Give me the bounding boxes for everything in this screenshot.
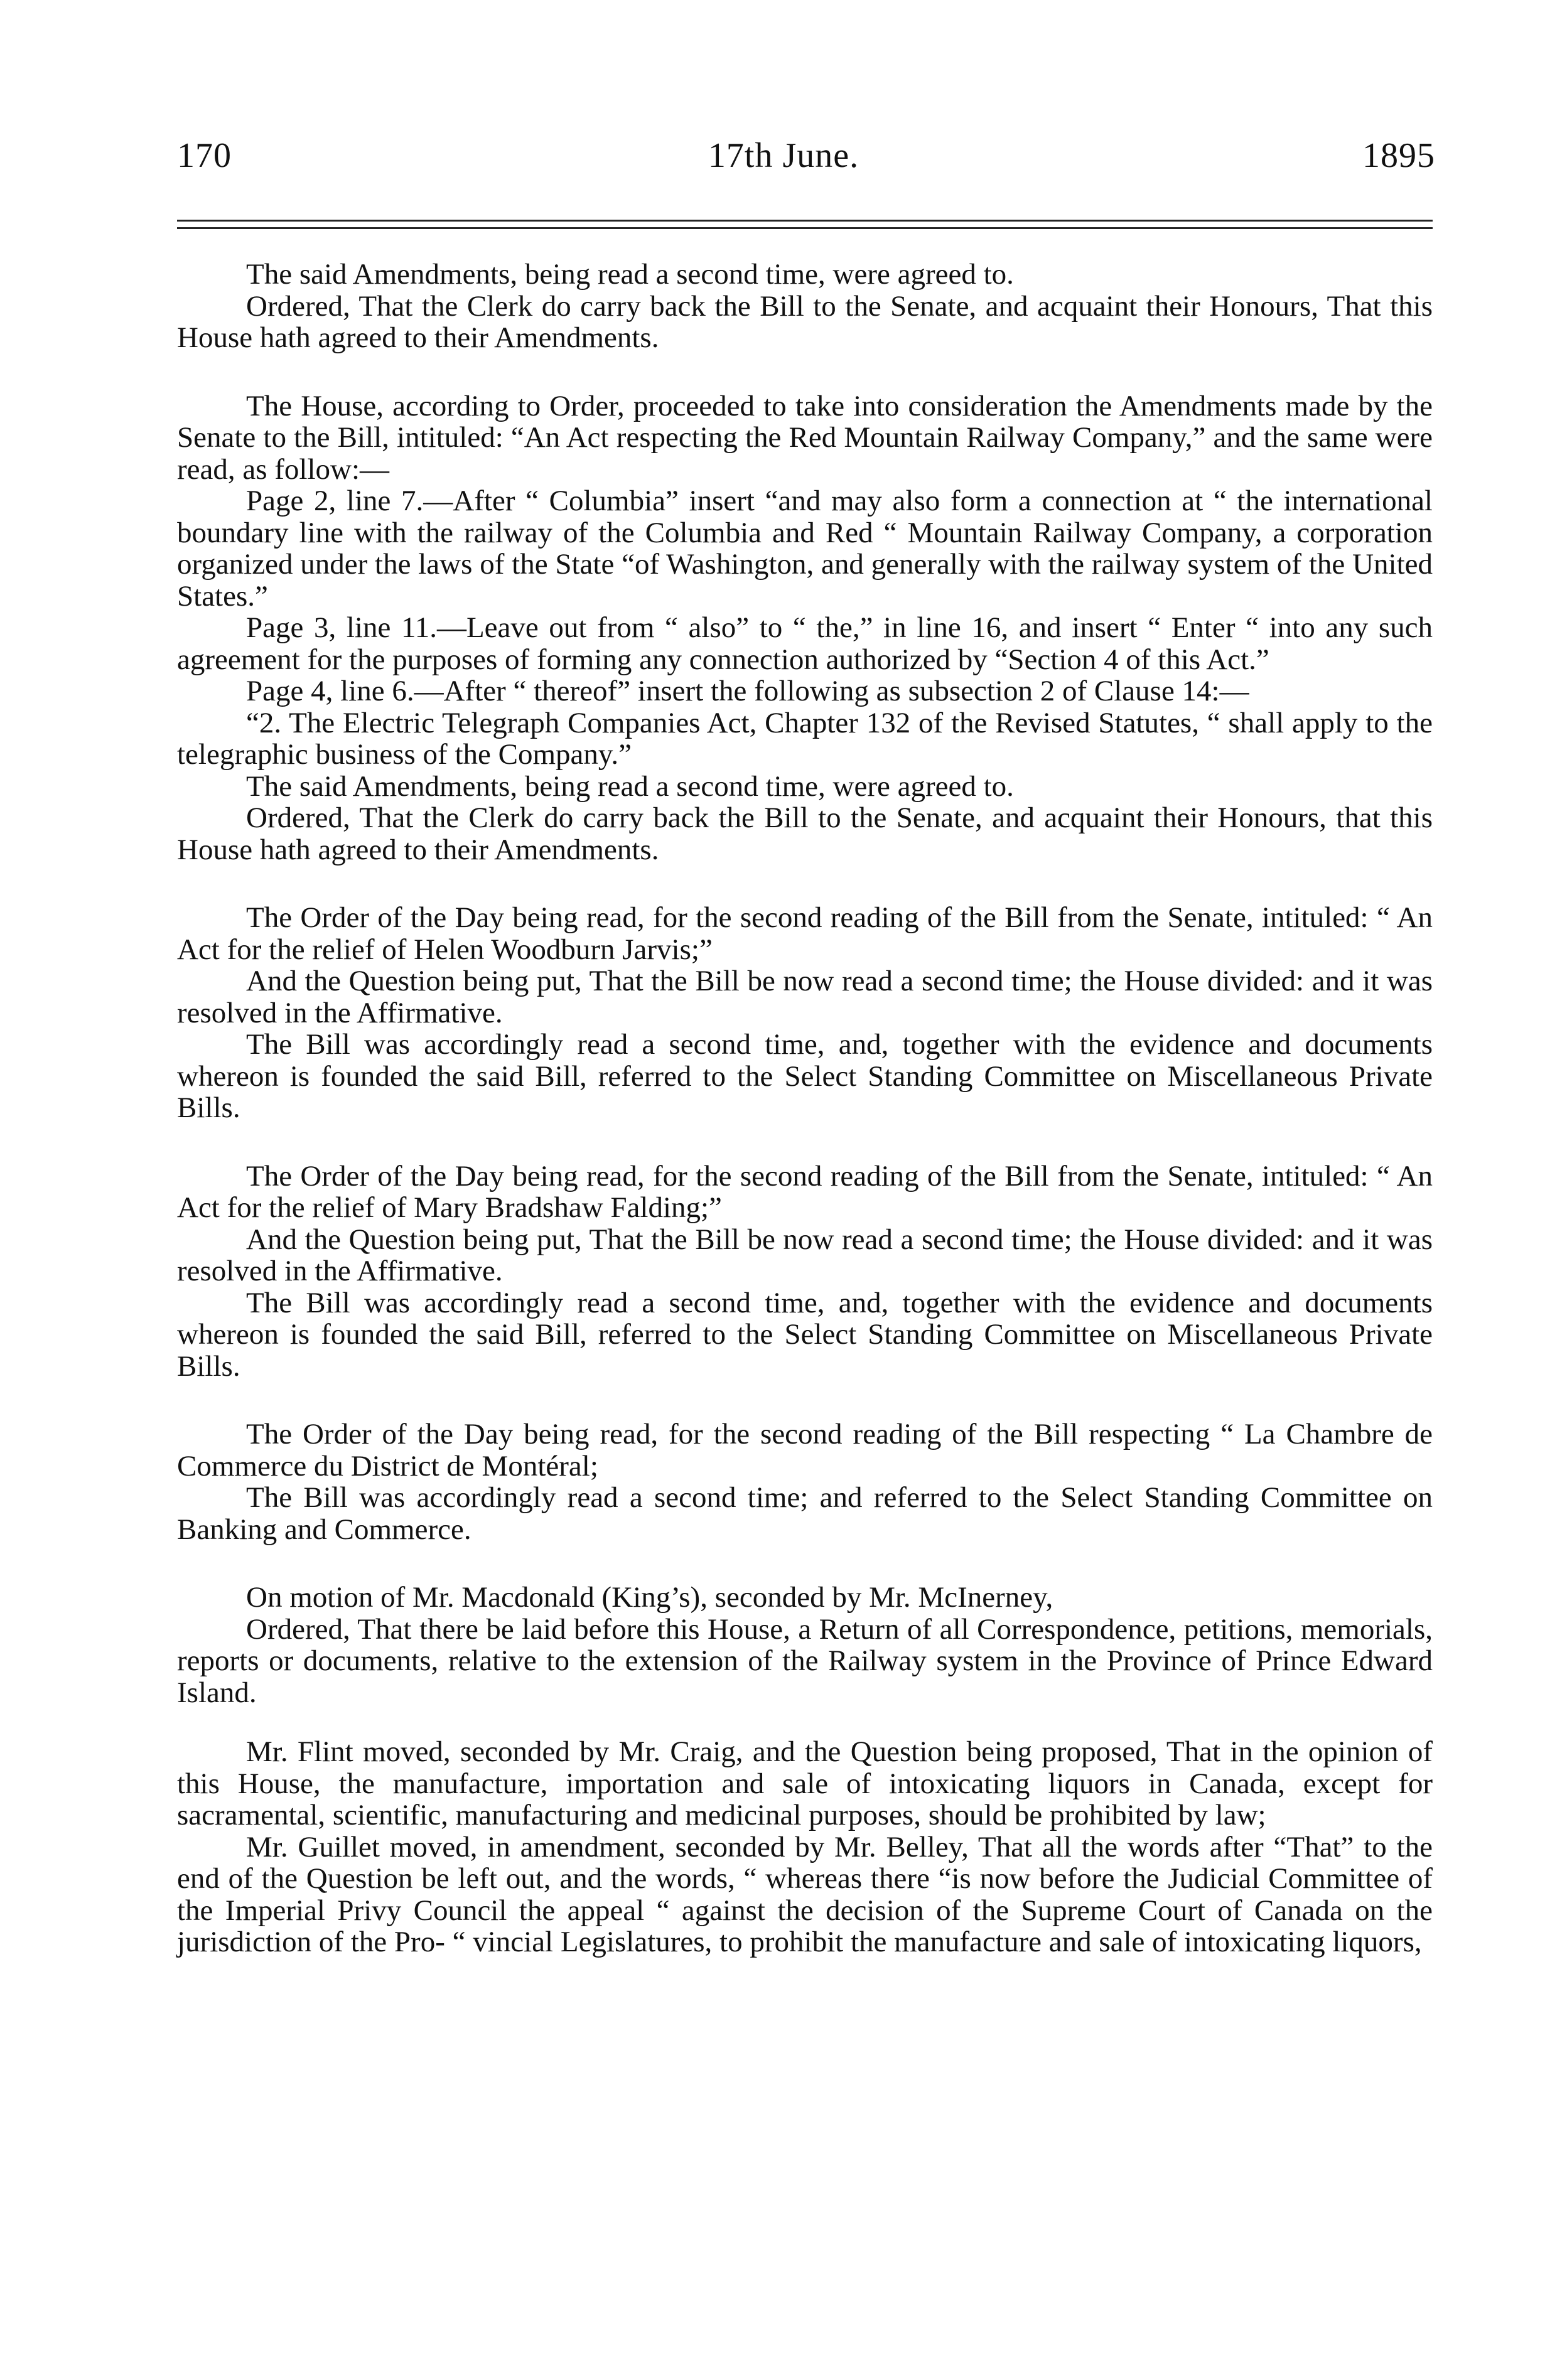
paragraph: The Bill was accordingly read a second time; and referred to the Select Standing Committee on Banking and Commerce.	[177, 1481, 1433, 1546]
header-date: 17th June.	[708, 136, 859, 175]
paragraph: Ordered, That the Clerk do carry back the Bill to the Senate, and acquaint their Honours, That this House hath agreed to their Amendments.	[177, 289, 1433, 354]
paragraph: The said Amendments, being read a second time, were agreed to.	[246, 258, 1014, 291]
page-body	[177, 259, 1433, 1958]
header-year: 1895	[1362, 136, 1435, 175]
header-rule-bottom	[177, 227, 1433, 229]
paragraph: The Order of the Day being read, for the second reading of the Bill from the Senate, intituled: “ An Act for the relief of Mary Bradshaw Falding;”	[177, 1159, 1433, 1224]
paragraph: Ordered, That the Clerk do carry back the Bill to the Senate, and acquaint their Honours, that this House hath agreed to their Amendments.	[177, 801, 1433, 866]
paragraph: The Bill was accordingly read a second time, and, together with the evidence and documents whereon is founded the said Bill, referred to the Select Standing Committee on Miscellaneous Private Bills.	[177, 1286, 1433, 1383]
paragraph: Page 3, line 11.—Leave out from “ also” to “ the,” in line 16, and insert “ Enter “ into any such agreement for the purposes of forming any connection authorized by “Section 4 of this Act.”	[177, 611, 1433, 676]
paragraph: The House, according to Order, proceeded to take into consideration the Amendments made by the Senate to the Bill, intituled: “An Act respecting the Red Mountain Railway Company,” and the same were read, as follow:—	[177, 389, 1433, 486]
paragraph: The Order of the Day being read, for the second reading of the Bill from the Senate, intituled: “ An Act for the relief of Helen Woodburn Jarvis;”	[177, 901, 1433, 966]
paragraph: Ordered, That there be laid before this House, a Return of all Correspondence, petitions, memorials, reports or documents, relative to the extension of the Railway system in the Province of Prince Edward Island.	[177, 1612, 1433, 1709]
paragraph: Mr. Guillet moved, in amendment, seconded by Mr. Belley, That all the words after “That” to the end of the Question be left out, and the words, “ whereas there “is now before the Judicial Committee of the Imperial Privy Council the appeal “ against the decision of the Supreme Court of Canada on the jurisdiction of the Pro- “ vincial Legislatures, to prohibit the manufacture and sale of intoxicating liquors,	[177, 1830, 1433, 1958]
paragraph: And the Question being put, That the Bill be now read a second time; the House divided: and it was resolved in the Affirmative.	[177, 1223, 1433, 1287]
paragraph: Mr. Flint moved, seconded by Mr. Craig, and the Question being proposed, That in the opinion of this House, the manufacture, importation and sale of intoxicating liquors in Canada, except for sacramental, scientific, manufacturing and medicinal purposes, should be prohibited by law;	[177, 1735, 1433, 1831]
paragraph: “2. The Electric Telegraph Companies Act, Chapter 132 of the Revised Statutes, “ shall apply to the telegraphic business of the Company.”	[177, 706, 1433, 771]
header-rule-top	[177, 220, 1433, 222]
paragraph: The said Amendments, being read a second time, were agreed to.	[246, 769, 1014, 803]
paragraph: The Bill was accordingly read a second time, and, together with the evidence and documents whereon is founded the said Bill, referred to the Select Standing Committee on Miscellaneous Private Bills.	[177, 1028, 1433, 1124]
paragraph: The Order of the Day being read, for the second reading of the Bill respecting “ La Chambre de Commerce du District de Montéral;	[177, 1418, 1433, 1482]
page-number: 170	[177, 136, 232, 175]
paragraph: On motion of Mr. Macdonald (King’s), seconded by Mr. McInerney,	[246, 1581, 1053, 1614]
paragraph: Page 2, line 7.—After “ Columbia” insert “and may also form a connection at “ the international boundary line with the railway of the Columbia and Red “ Mountain Railway Company, a corporation organized under the laws of the State “of Washington, and generally with the railway system of the United States.”	[177, 485, 1433, 613]
paragraph: Page 4, line 6.—After “ thereof” insert the following as subsection 2 of Clause 14:—	[246, 675, 1249, 707]
paragraph: And the Question being put, That the Bill be now read a second time; the House divided: and it was resolved in the Affirmative.	[177, 965, 1433, 1029]
